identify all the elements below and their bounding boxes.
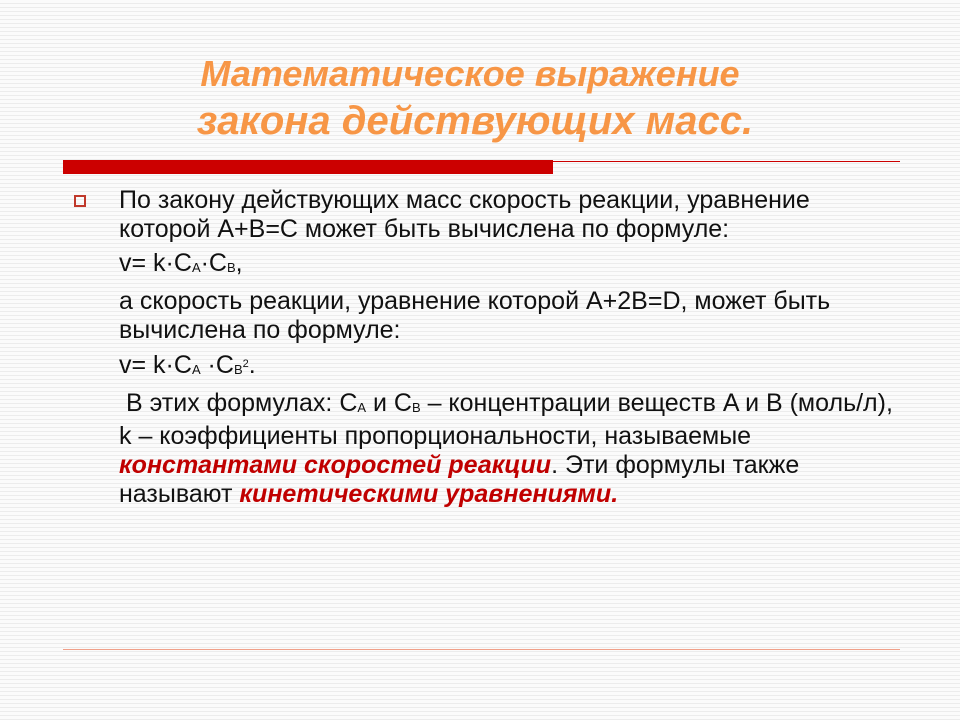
title-underline-thick [63,160,553,174]
paragraph-second-reaction: а скорость реакции, уравнение которой A+2B=D, может быть вычислена по формуле: [119,287,831,344]
emphasis-kinetic-equations: кинетическими уравнениями. [239,480,619,508]
explanation-text-4: . Эти формулы также называют [119,451,800,508]
slide-body [119,186,899,509]
title-underline-thin [553,161,900,162]
explanation-sub-a: A [357,400,367,415]
hollow-square-bullet-icon [74,195,86,207]
explanation-text-2: и C [366,389,412,417]
explanation-text-3: – концентрации веществ A и B (моль/л), k – коэффициенты пропорциональности, называемые [119,389,893,450]
formula-1-sub-b: B [227,260,236,275]
paragraph-intro: По закону действующих масс скорость реакции, уравнение которой A+B=C может быть вычислена по формуле: [119,186,810,243]
paragraph-explanation [119,389,899,509]
formula-2-prefix: v= k·C [119,351,192,379]
formula-2-suffix: . [248,351,256,379]
formula-2-mid: ·C [200,351,234,379]
explanation-sub-b: B [411,400,421,415]
formula-2 [119,350,899,384]
formula-2-sub-b: B [233,362,243,377]
emphasis-rate-constants: константами скоростей реакции [119,451,552,479]
formula-2-sup-b: 2 [242,358,249,370]
formula-1-sub-a: A [191,260,201,275]
footer-divider [63,649,900,650]
title-line-2: закона действующих масс. [196,99,754,143]
formula-1 [119,249,899,282]
title-line-1: Математическое выражение [200,53,740,94]
slide-title [0,52,960,146]
explanation-text-1: В этих формулах: C [125,389,358,417]
formula-1-suffix: , [235,249,243,277]
formula-1-prefix: v= k·C [119,249,192,277]
formula-2-sub-a: A [191,362,201,377]
formula-1-mid: ·C [200,249,227,277]
